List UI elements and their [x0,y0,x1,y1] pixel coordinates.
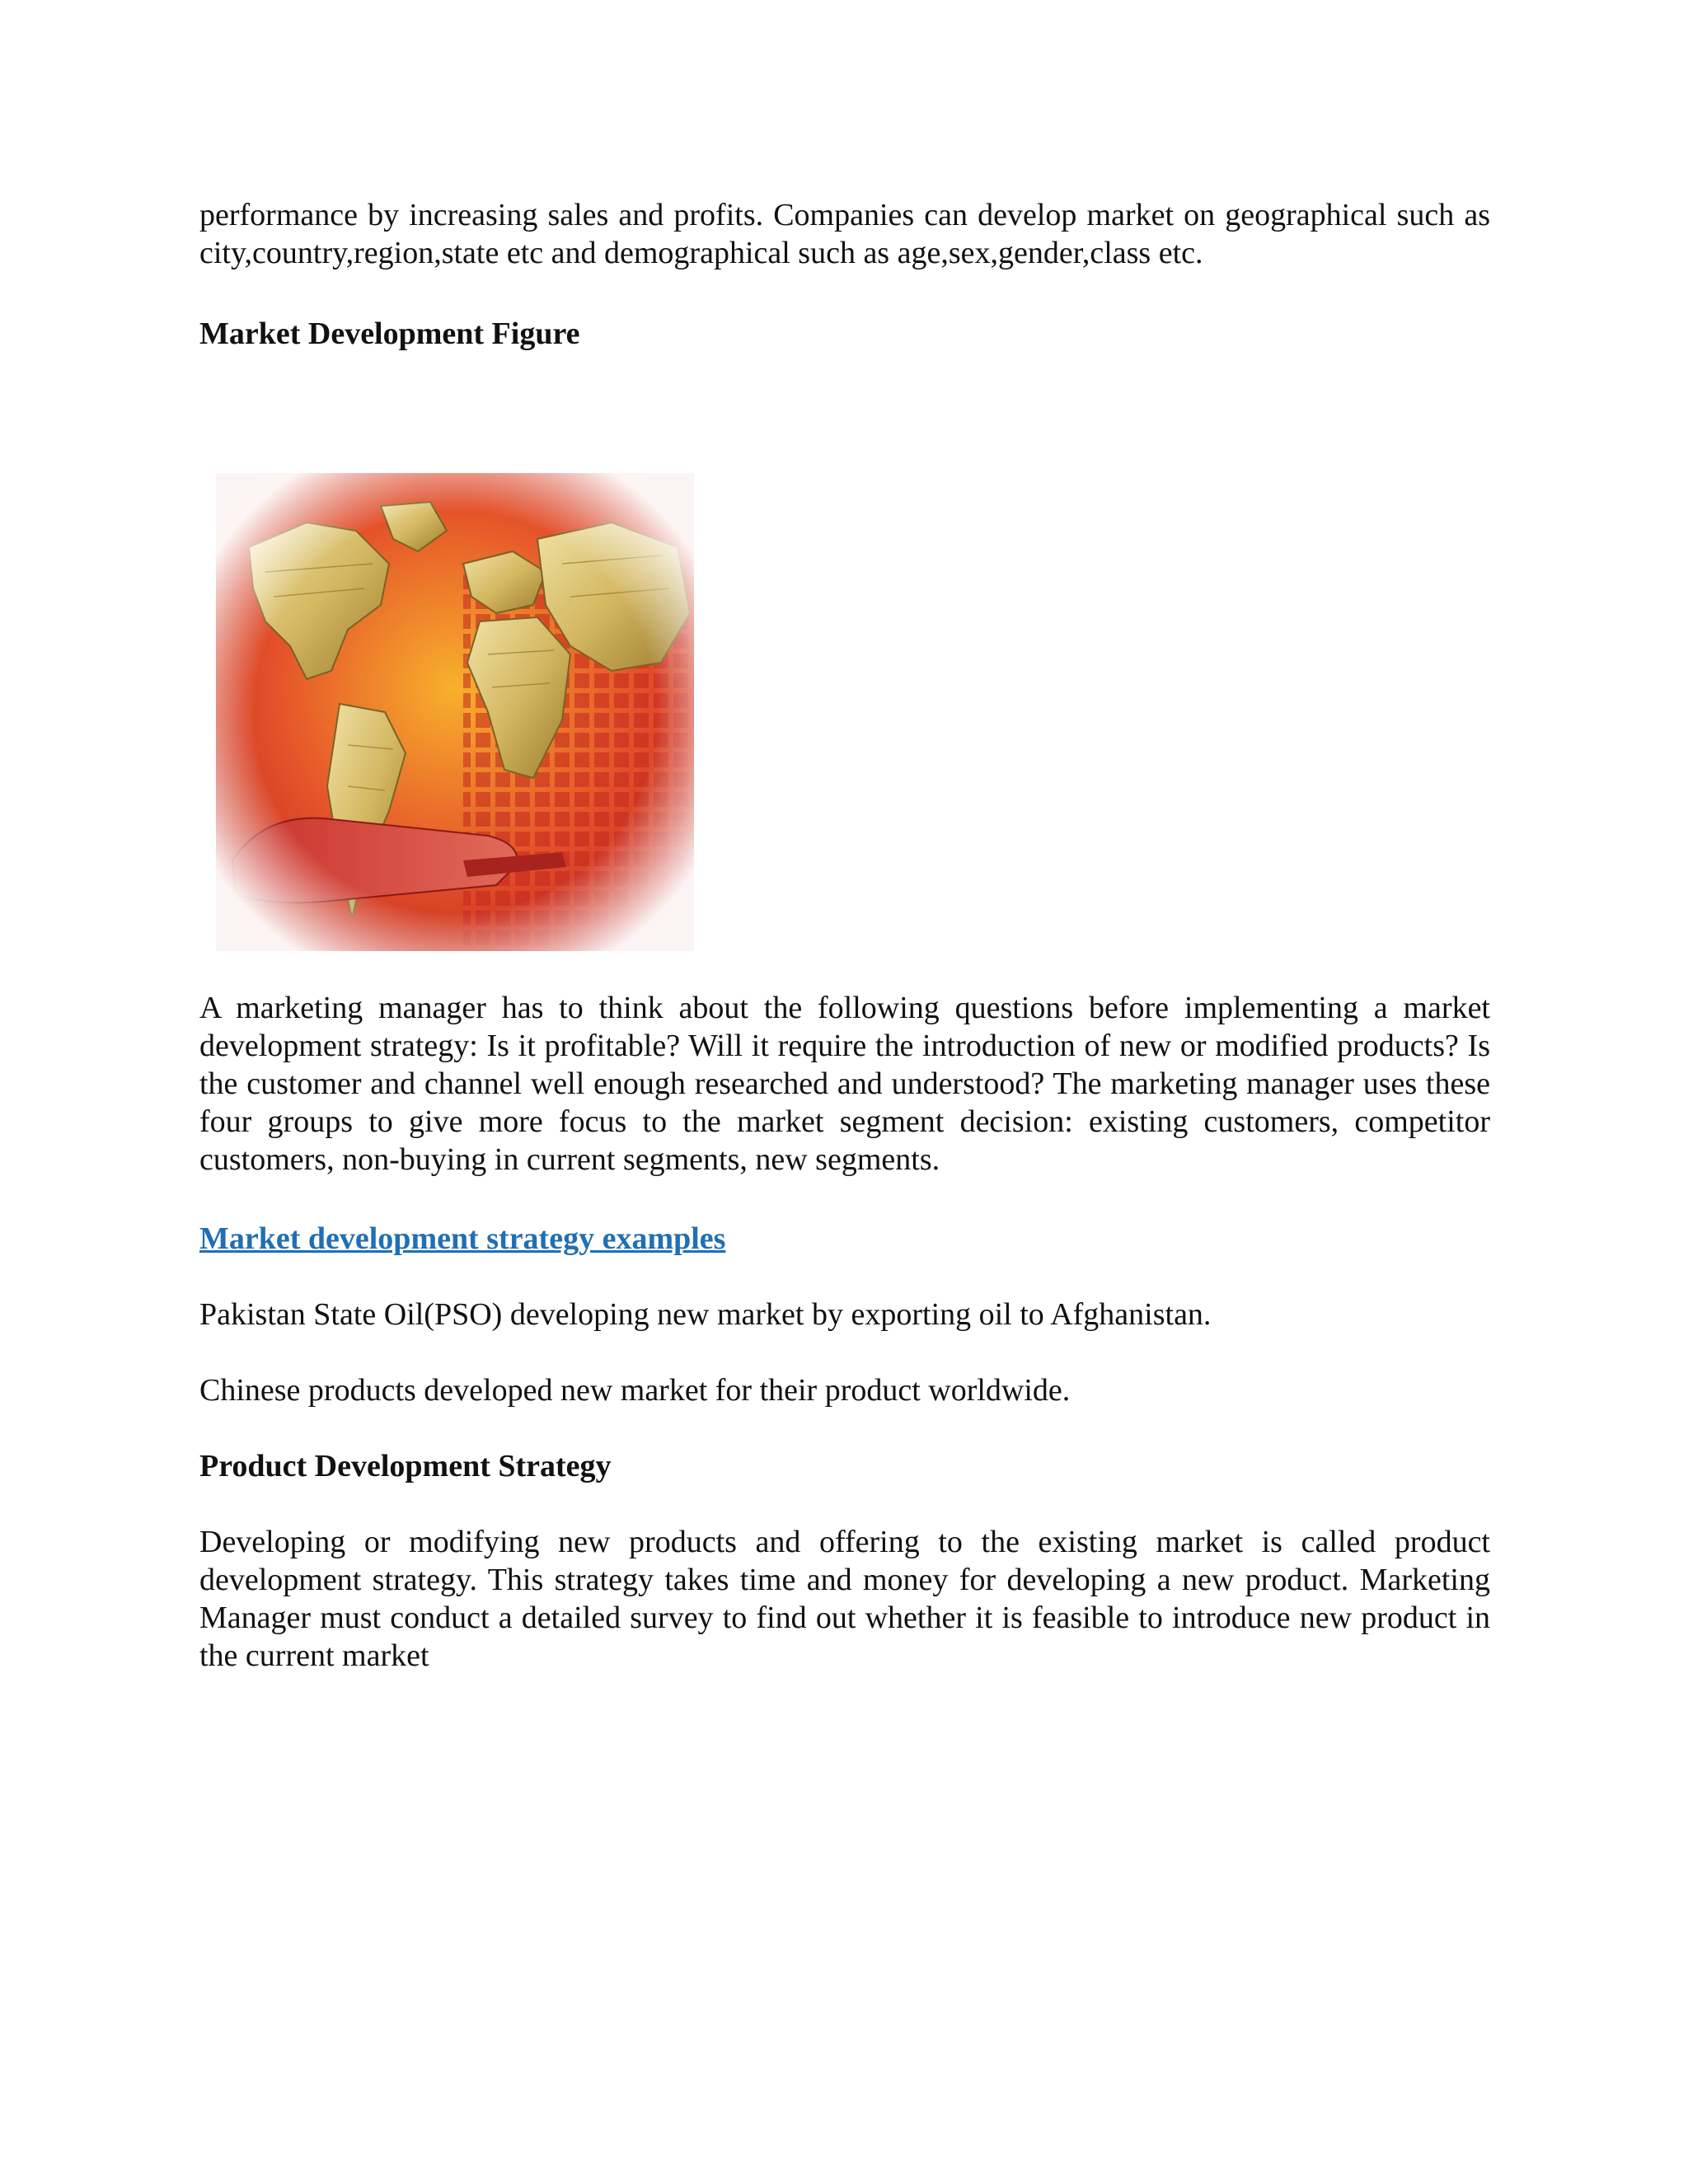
example-item-2-block [199,1371,1490,1409]
product-heading: Product Development Strategy [199,1449,612,1483]
product-paragraph: Developing or modifying new products and offering to the existing market is called product development strategy. This strategy takes time and money for developing a new product. Marketing Manager must conduct a detailed survey to find out whether it is feasible to introduce new product in the current market [199,1525,1490,1673]
intro-paragraph: performance by increasing sales and profits. Companies can develop market on geographical such as city,country,region,state etc and demographical such as age,sex,gender,class etc. [199,198,1490,270]
example-item-1-block [199,1296,1490,1333]
examples-link[interactable]: Market development strategy examples [199,1221,726,1256]
examples-link-block [199,1220,1490,1258]
questions-paragraph-block [199,989,1490,1179]
examples-link-line [199,1220,1490,1258]
figure-heading-block [199,315,1490,353]
product-paragraph-block [199,1523,1490,1675]
market-development-figure [216,473,694,951]
figure-heading: Market Development Figure [199,316,580,351]
intro-paragraph-block [199,196,1490,272]
example-item: Chinese products developed new market for their product worldwide. [199,1373,1071,1408]
example-item: Pakistan State Oil(PSO) developing new market by exporting oil to Afghanistan. [199,1297,1212,1332]
product-heading-block [199,1447,1490,1485]
questions-paragraph: A marketing manager has to think about the following questions before implementing a market development strategy: Is it profitable? Will it require the introduction of new or modified products? Is the customer and channel well enough researched and understood? The marketing manager uses these four groups to give more focus to the market segment decision: existing customers, competitor customers, non-buying in current segments, new segments. [199,991,1490,1177]
